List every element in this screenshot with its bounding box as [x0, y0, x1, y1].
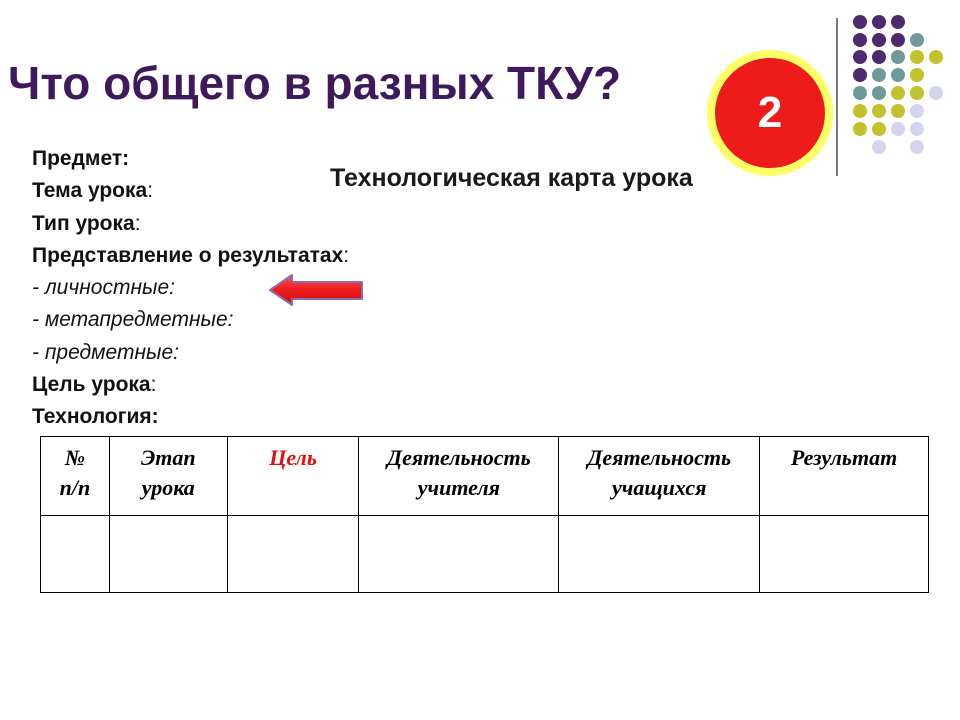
dot-olive — [929, 50, 943, 64]
field-suffix: : — [134, 211, 141, 235]
field-label: Тип урока — [32, 211, 135, 235]
lesson-map-table — [40, 436, 929, 593]
field-label: Технология: — [32, 405, 159, 429]
dot-olive — [853, 122, 867, 136]
header-number — [41, 437, 110, 516]
header-line2: урока — [141, 475, 195, 500]
header-line1: Цель — [269, 445, 317, 470]
dot-teal — [891, 68, 905, 82]
field-label: - метапредметные: — [32, 308, 234, 332]
dot-purple — [853, 15, 867, 29]
dot-purple — [872, 33, 886, 47]
header-line2: п/п — [59, 475, 91, 500]
dot-teal — [891, 50, 905, 64]
field-subject-results — [32, 337, 349, 369]
dot-lavender — [910, 104, 924, 118]
field-label: - предметные: — [32, 340, 179, 364]
header-line1: № — [64, 445, 85, 470]
dot-purple — [891, 33, 905, 47]
dot-teal — [910, 33, 924, 47]
header-line1: Деятельность — [387, 445, 531, 470]
table-cell — [41, 516, 110, 593]
dot-olive — [910, 50, 924, 64]
dot-teal — [872, 68, 886, 82]
left-arrow-icon — [268, 272, 366, 308]
dot-lavender — [929, 86, 943, 100]
field-suffix: : — [343, 243, 350, 267]
dot-olive — [910, 68, 924, 82]
field-label: Цель урока — [32, 373, 151, 397]
table-row — [41, 516, 929, 593]
header-line2: учителя — [417, 475, 500, 500]
field-label: Тема урока — [32, 179, 148, 203]
dot-olive — [891, 86, 905, 100]
dot-lavender — [872, 140, 886, 154]
header-stage — [109, 437, 227, 516]
field-goal — [32, 369, 349, 401]
field-label: Предмет: — [32, 147, 130, 170]
header-result — [760, 437, 929, 516]
dot-olive — [853, 104, 867, 118]
table-cell — [359, 516, 559, 593]
dot-purple — [853, 33, 867, 47]
dot-purple — [853, 68, 867, 82]
dot-olive — [891, 104, 905, 118]
subtitle: Технологическая карта урока — [330, 164, 693, 192]
dot-purple — [853, 50, 867, 64]
header-line2: учащихся — [612, 475, 707, 500]
field-metasubject — [32, 304, 349, 336]
dot-olive — [872, 104, 886, 118]
slide-title: Что общего в разных ТКУ? — [8, 57, 622, 109]
table-cell — [109, 516, 227, 593]
dot-teal — [872, 86, 886, 100]
dot-olive — [872, 122, 886, 136]
field-suffix: : — [150, 373, 157, 397]
table-cell — [760, 516, 929, 593]
table-cell — [227, 516, 359, 593]
header-teacher-activity — [359, 437, 559, 516]
field-type — [32, 208, 349, 240]
header-line1: Деятельность — [587, 445, 732, 470]
dot-teal — [853, 86, 867, 100]
badge-number: 2 — [715, 58, 825, 168]
table-cell — [559, 516, 760, 593]
field-results — [32, 240, 349, 272]
dot-lavender — [910, 122, 924, 136]
field-topic — [32, 175, 349, 207]
table-header-row — [41, 437, 929, 516]
dot-lavender — [891, 122, 905, 136]
header-line1: Результат — [790, 445, 898, 470]
dot-olive — [910, 86, 924, 100]
field-label: - личностные: — [32, 276, 175, 300]
number-badge — [707, 50, 833, 176]
header-line1: Этап — [140, 445, 196, 470]
field-technology — [32, 401, 349, 433]
dot-purple — [872, 50, 886, 64]
field-subject — [32, 143, 349, 175]
dot-purple — [872, 15, 886, 29]
header-goal — [227, 437, 359, 516]
field-suffix: : — [147, 179, 154, 203]
header-student-activity — [559, 437, 760, 516]
dot-lavender — [910, 140, 924, 154]
field-label: Представление о результатах — [32, 243, 344, 267]
dot-purple — [891, 15, 905, 29]
decorative-divider — [836, 18, 838, 176]
